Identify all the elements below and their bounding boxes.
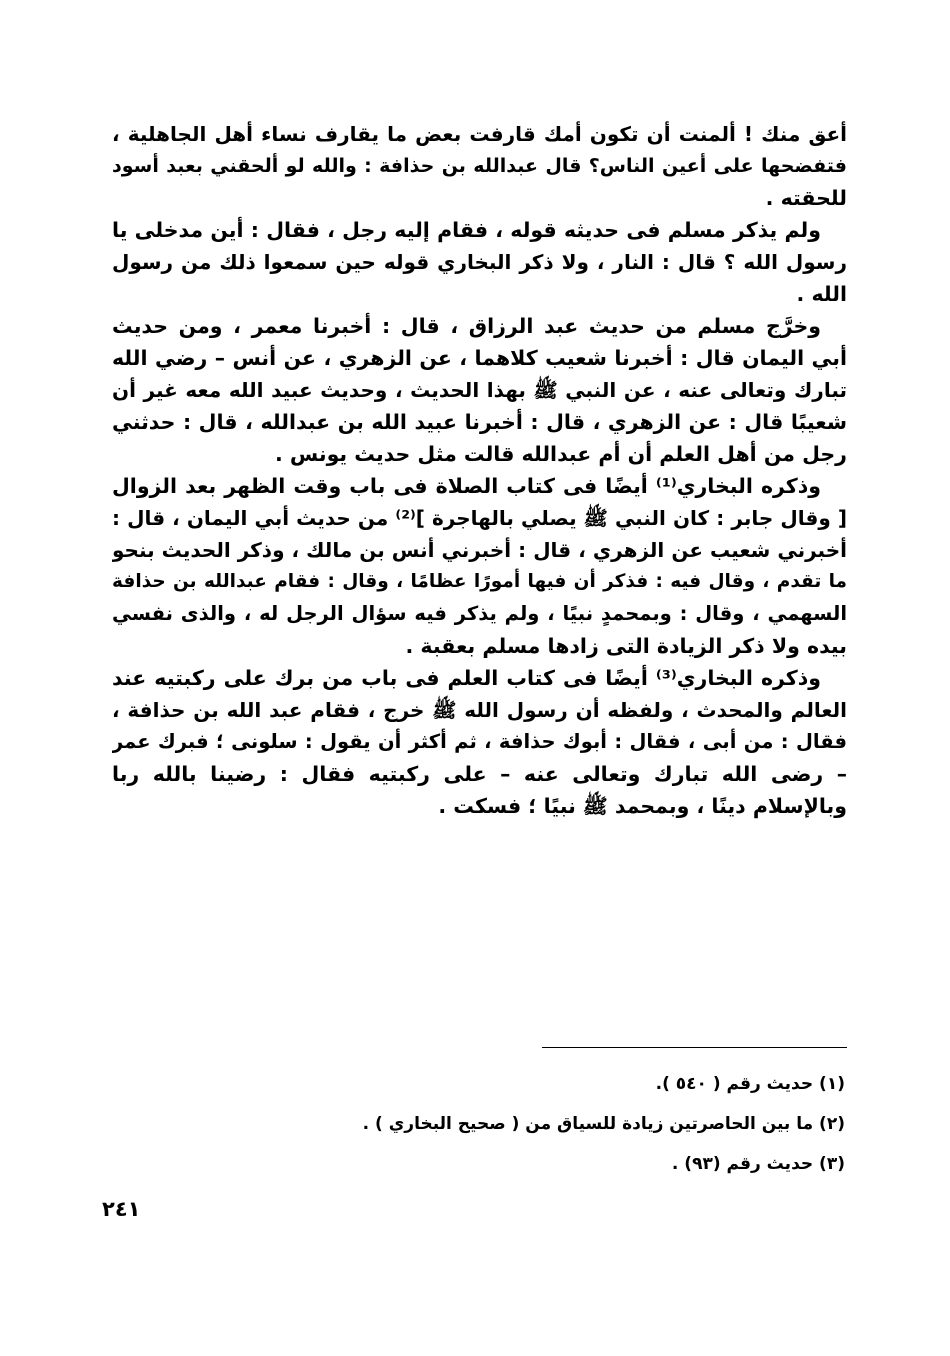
text-line: رسول الله ؟ قال : النار ، ولا ذكر البخاري قوله حين سمعوا ذلك من رسول xyxy=(112,250,847,274)
text-line: تبارك وتعالى عنه ، عن النبي ﷺ بهذا الحديث ، وحديث عبيد الله معه غير أن xyxy=(112,378,847,402)
text-line: للحقته . xyxy=(765,186,847,210)
page-number: ٢٤١ xyxy=(102,1197,141,1221)
footnote-1: (١) حديث رقم ( ٥٤٠ ). xyxy=(655,1074,845,1094)
text-line: السهمي ، وقال : وبمحمدٍ نبيًا ، ولم يذكر فيه سؤال الرجل له ، والذى نفسي xyxy=(112,602,847,625)
footnote-3: (٣) حديث رقم (٩٣) . xyxy=(671,1154,845,1174)
text-line: بيده ولا ذكر الزيادة التى زادها مسلم بعقبة . xyxy=(405,634,847,658)
text-line: ما تقدم ، وقال فيه : فذكر أن فيها أمورًا عظامًا ، وقال : فقام عبدالله بن حذافة xyxy=(112,571,847,592)
text-line: – رضى الله تبارك وتعالى عنه – على ركبتيه فقال : رضينا بالله ربا xyxy=(112,762,847,786)
text-line: وخرَّج مسلم من حديث عبد الرزاق ، قال : أخبرنا معمر ، ومن حديث xyxy=(112,314,821,338)
text-line: فقال : من أبى ، فقال : أبوك حذافة ، ثم أكثر أن يقول : سلونى ؛ فبرك عمر xyxy=(112,730,847,753)
text-line: شعيبًا قال : عن الزهري ، قال : أخبرنا عبيد الله بن عبدالله ، قال : حدثني xyxy=(112,410,847,434)
text-line: العالم والمحدث ، ولفظه أن رسول الله ﷺ خرج ، فقام عبد الله بن حذافة ، xyxy=(112,698,847,722)
text-line: فتفضحها على أعين الناس؟ قال عبدالله بن حذافة : والله لو ألحقني بعبد أسود xyxy=(112,155,847,177)
text-line: الله . xyxy=(796,282,847,306)
main-text xyxy=(112,118,847,822)
footnotes xyxy=(300,1064,845,1184)
text-line: [ وقال جابر : كان النبي ﷺ يصلي بالهاجرة ]⁽²⁾ من حديث أبي اليمان ، قال : xyxy=(112,506,847,530)
footnote-divider xyxy=(542,1047,847,1048)
text-line: رجل من أهل العلم أن أم عبدالله قالت مثل حديث يونس . xyxy=(274,442,847,466)
footnote-2: (٢) ما بين الحاصرتين زيادة للسياق من ( صحيح البخاري ) . xyxy=(362,1114,845,1134)
text-line: وبالإسلام دينًا ، وبمحمد ﷺ نبيًا ؛ فسكت . xyxy=(438,794,847,818)
text-line: أبي اليمان قال : أخبرنا شعيب كلاهما ، عن الزهري ، عن أنس – رضي الله xyxy=(112,346,847,370)
text-line: أعق منك ! ألمنت أن تكون أمك قارفت بعض ما يقارف نساء أهل الجاهلية ، xyxy=(112,122,847,146)
text-line: وذكره البخاري⁽³⁾ أيضًا فى كتاب العلم فى باب من برك على ركبتيه عند xyxy=(112,666,821,690)
text-line: وذكره البخاري⁽¹⁾ أيضًا فى كتاب الصلاة فى باب وقت الظهر بعد الزوال xyxy=(112,474,821,498)
text-line: أخبرني شعيب عن الزهري ، قال : أخبرني أنس بن مالك ، وذكر الحديث بنحو xyxy=(112,538,847,562)
text-line: ولم يذكر مسلم فى حديثه قوله ، فقام إليه رجل ، فقال : أين مدخلى يا xyxy=(112,218,821,242)
